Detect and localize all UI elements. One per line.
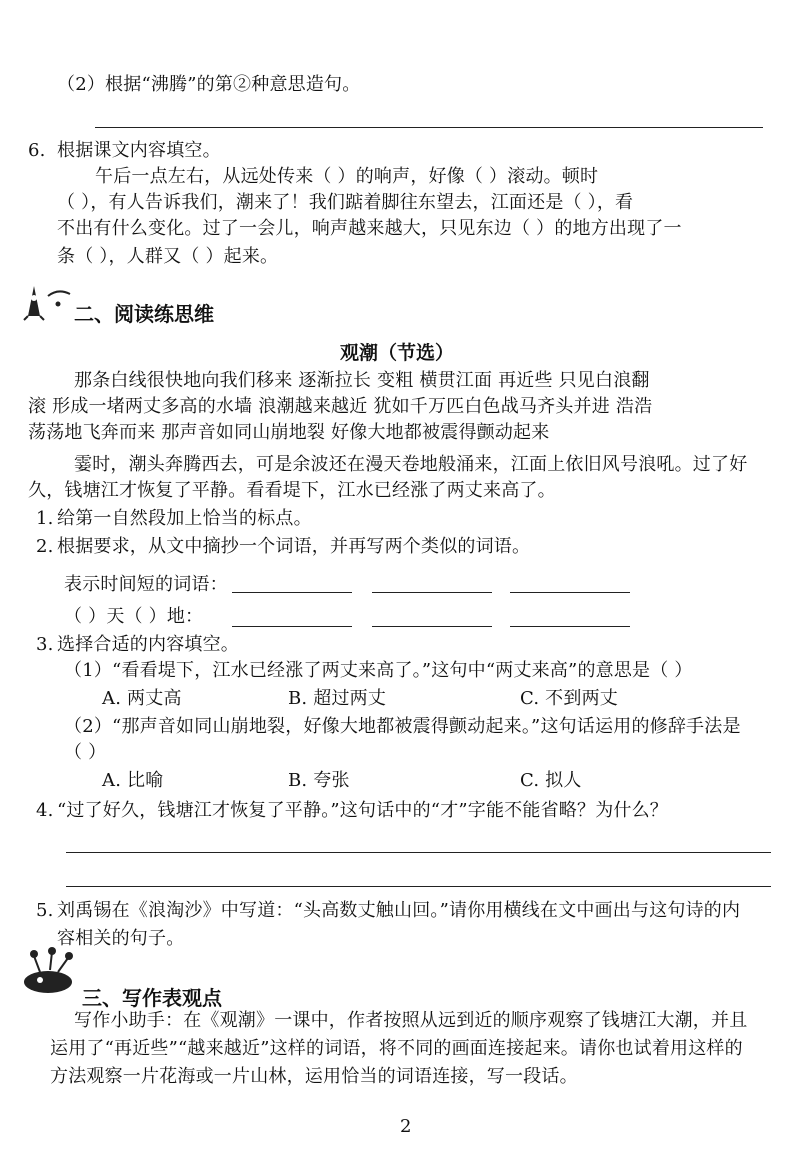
rocket-icon (18, 282, 76, 322)
fill-blank-line: （ ），有人告诉我们，潮来了！我们踮着脚往东望去，江面还是（ ），看 (57, 192, 634, 213)
question-text: “过了好久，钱塘江才恢复了平静。”这句话中的“才”字能不能省略？为什么？ (57, 800, 669, 821)
question-number: 1. (36, 508, 54, 529)
answer-line[interactable] (232, 626, 352, 627)
question-number: 2. (36, 536, 54, 557)
passage-line: 霎时，潮头奔腾西去，可是余波还在漫天卷地般涌来，江面上依旧风号浪吼。过了好 (74, 454, 748, 475)
page-number: 2 (400, 1116, 412, 1137)
answer-line[interactable] (372, 592, 492, 593)
question-number: 4. (36, 800, 54, 821)
passage-title: 观潮（节选） (340, 342, 455, 364)
option-b[interactable]: B. 夸张 (288, 770, 350, 791)
answer-line[interactable] (66, 852, 771, 853)
question-number: 6. (28, 140, 46, 161)
answer-label: 表示时间短的词语： (64, 574, 228, 595)
question-6-prompt: 根据课文内容填空。 (57, 140, 221, 161)
section-heading: 二、阅读练思维 (74, 302, 214, 326)
fill-blank-line: 午后一点左右，从远处传来（ ）的响声，好像（ ）滚动。顿时 (95, 166, 599, 187)
passage-line: 那条白线很快地向我们移来 逐渐拉长 变粗 横贯江面 再近些 只见白浪翻 (74, 370, 650, 391)
question-text: 根据要求，从文中摘抄一个词语，并再写两个类似的词语。 (57, 536, 531, 557)
question-number: 3. (36, 634, 54, 655)
answer-line[interactable] (232, 592, 352, 593)
question-text: 选择合适的内容填空。 (57, 634, 239, 655)
option-a[interactable]: A. 比喻 (102, 770, 164, 791)
passage-line: 滚 形成一堵两丈多高的水墙 浪潮越来越近 犹如千万匹白色战马齐头并进 浩浩 (28, 396, 653, 417)
answer-line[interactable] (95, 127, 763, 128)
writing-prompt-line: 方法观察一片花海或一片山林，运用恰当的词语连接，写一段话。 (50, 1066, 578, 1087)
question-text: 容相关的句子。 (57, 928, 185, 949)
writing-prompt-line: 写作小助手：在《观潮》一课中，作者按照从远到近的顺序观察了钱塘江大潮，并且 (74, 1010, 748, 1031)
writing-prompt-line: 运用了“再近些”“越来越近”这样的词语，将不同的画面连接起来。请你也试着用这样的 (50, 1038, 743, 1059)
answer-line[interactable] (372, 626, 492, 627)
question-text: 刘禹锡在《浪淘沙》中写道：“头高数丈触山回。”请你用横线在文中画出与这句诗的内 (57, 900, 741, 921)
answer-line[interactable] (66, 886, 771, 887)
option-c[interactable]: C. 拟人 (520, 770, 582, 791)
answer-line[interactable] (510, 626, 630, 627)
section-heading: 三、写作表观点 (82, 986, 222, 1010)
fill-blank-line: 不出有什么变化。过了一会儿，响声越来越大，只见东边（ ）的地方出现了一 (57, 218, 682, 239)
passage-line: 久，钱塘江才恢复了平静。看看堤下，江水已经涨了两丈来高了。 (28, 480, 556, 501)
option-b[interactable]: B. 超过两丈 (288, 688, 387, 709)
passage-line: 荡荡地飞奔而来 那声音如同山崩地裂 好像大地都被震得颤动起来 (28, 422, 550, 443)
sub-question: （1）“看看堤下，江水已经涨了两丈来高了。”这句中“两丈来高”的意思是（ ） (64, 660, 693, 681)
sub-question: （2）“那声音如同山崩地裂，好像大地都被震得颤动起来。”这句话运用的修辞手法是 (64, 716, 741, 737)
question-number: 5. (36, 900, 54, 921)
answer-blank[interactable]: （ ） (64, 742, 107, 763)
pincushion-icon (18, 946, 82, 996)
question-5-sub2: （2）根据“沸腾”的第②种意思造句。 (57, 74, 361, 95)
option-a[interactable]: A. 两丈高 (102, 688, 182, 709)
answer-label: （ ）天（ ）地： (64, 606, 204, 627)
option-c[interactable]: C. 不到两丈 (520, 688, 618, 709)
answer-line[interactable] (510, 592, 630, 593)
fill-blank-line: 条（ ），人群又（ ）起来。 (57, 246, 279, 267)
question-text: 给第一自然段加上恰当的标点。 (57, 508, 312, 529)
